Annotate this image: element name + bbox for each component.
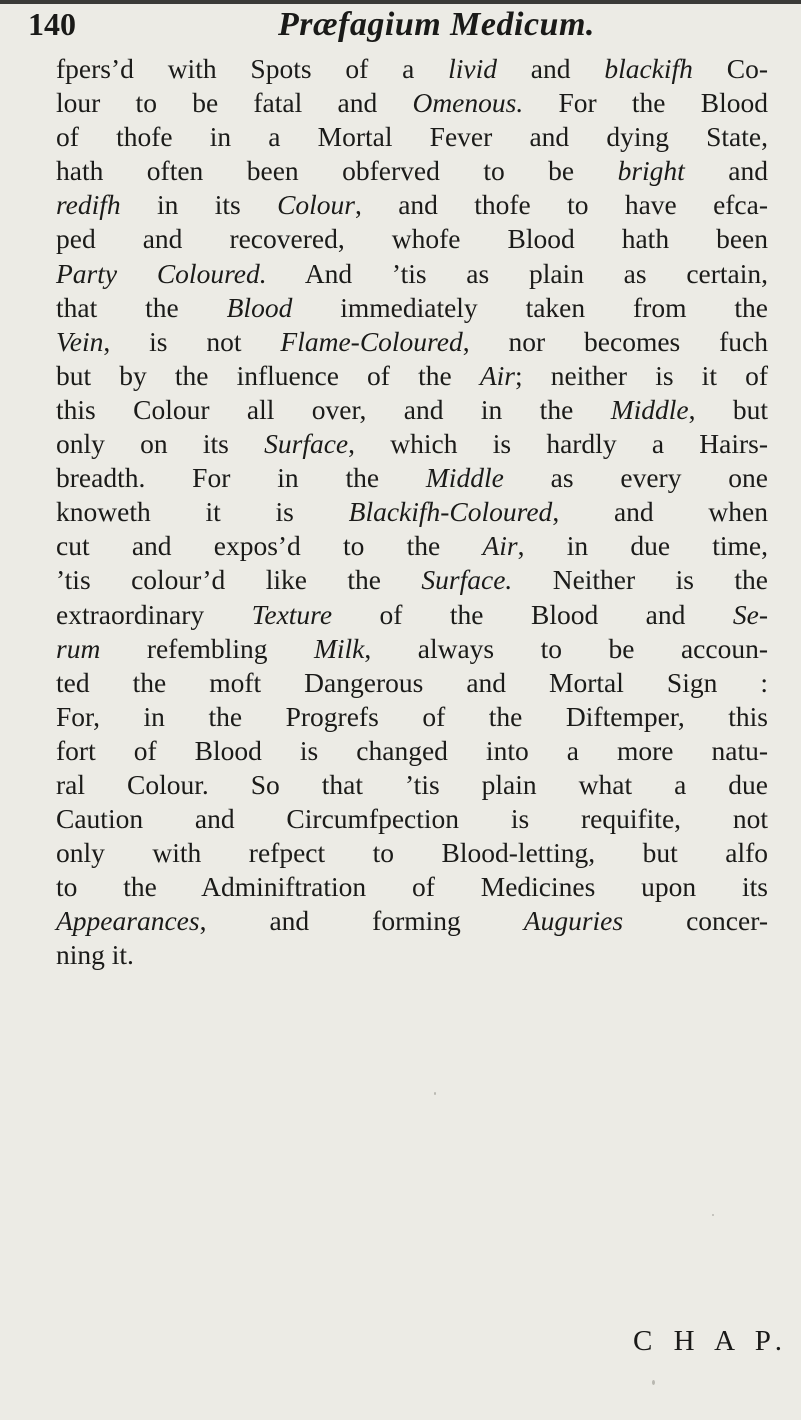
text-segment: this Colour all over, and in the [56,393,611,425]
italic-text-segment: Omenous. [412,87,524,119]
text-segment: and [684,155,768,187]
text-segment: ral Colour. So that ’tis plain what a due [56,768,768,800]
text-segment: Caution and Circumfpection is requifite, not [56,803,768,835]
text-line [56,359,768,393]
text-line [56,222,768,256]
text-segment: hath often been obferved to be [56,155,618,187]
text-segment: For, in the Progrefs of the Diftemper, this [56,700,768,732]
text-segment: immediately taken from the [292,291,768,323]
italic-text-segment: livid [448,53,497,84]
italic-text-segment: blackifh [604,53,693,84]
italic-text-segment: Blackifh-Coloured [348,496,553,528]
body-paragraph [56,52,768,973]
text-segment: , and forming [199,905,524,937]
italic-text-segment: Appearances [56,905,200,937]
text-line [56,666,768,700]
text-segment: , is not [103,325,281,357]
text-line [56,257,768,291]
italic-text-segment: Colour [277,189,355,221]
text-segment: For the Blood [523,87,768,119]
italic-text-segment: Air [479,359,515,391]
text-segment: , and thofe to have efca- [355,189,768,221]
running-title: Præfagium Medicum. [278,6,595,43]
text-segment: of the Blood and [332,598,733,630]
text-line [56,188,768,222]
text-segment: refembling [100,632,314,664]
text-segment: ; neither is it of [514,359,769,391]
text-line [56,870,768,904]
text-segment: , which is hardly a Hairs- [348,428,768,460]
italic-text-segment: Flame-Coloured [280,325,463,357]
text-line [56,393,768,427]
text-segment: cut and expos’d to the [56,530,483,562]
text-segment: Neither is the [512,564,768,596]
text-segment: only with refpect to Blood-letting, but alfo [56,837,768,869]
page-number: 140 [28,6,76,42]
text-segment: breadth. For in the [56,462,426,494]
text-segment: lour to be fatal and [56,87,413,119]
italic-text-segment: Auguries [523,905,624,937]
text-segment: knoweth it is [56,496,349,528]
italic-text-segment: rum [56,632,101,664]
italic-text-segment: Vein [56,325,104,357]
italic-text-segment: Blood [226,291,293,323]
text-segment: to the Adminiftration of Medicines upon its [56,871,768,903]
text-line [56,802,768,836]
text-segment: that the [56,291,227,323]
text-segment: ning it. [56,939,134,971]
italic-text-segment: Milk [313,632,365,664]
text-segment: fort of Blood is changed into a more natu- [56,734,768,766]
text-line [56,120,768,154]
text-segment: , and when [552,496,768,528]
page-top-edge [0,0,801,4]
text-segment: ’tis colour’d like the [56,564,422,596]
text-line [56,529,768,563]
text-line [56,836,768,870]
text-line [56,734,768,768]
italic-text-segment: Texture [251,598,333,630]
text-segment: ped and recovered, whofe Blood hath been [56,223,768,255]
text-segment: of thofe in a Mortal Fever and dying State, [56,121,768,153]
text-segment: , always to be accoun- [364,632,768,664]
text-line [56,632,768,666]
text-line [56,461,768,495]
text-segment: , in due time, [517,530,768,562]
italic-text-segment: bright [617,155,685,187]
text-line [56,904,768,938]
text-segment: concer- [623,905,768,937]
text-line [56,291,768,325]
text-segment: And ’tis as plain as certain, [266,257,769,289]
text-line [56,427,768,461]
page-header [28,6,768,50]
text-segment: , nor becomes fuch [462,325,768,357]
text-segment: in its [120,189,278,221]
paper-speck [712,1214,714,1216]
text-line [56,768,768,802]
text-segment: Co- [692,53,768,84]
text-line [56,52,768,86]
text-segment: as every one [503,462,768,494]
italic-text-segment: Party Coloured. [56,257,267,289]
italic-text-segment: Middle [610,393,689,425]
text-segment: only on its [56,428,265,460]
text-segment: extraordinary [56,598,252,630]
text-segment: and [496,53,605,84]
italic-text-segment: redifh [56,189,121,221]
text-segment: ted the moft Dangerous and Mortal Sign : [56,666,768,698]
text-segment: fpers’d with Spots of a [56,53,449,84]
text-line [56,938,768,972]
text-segment: but by the influence of the [56,359,480,391]
italic-text-segment: Air [482,530,518,562]
text-line [56,154,768,188]
text-line [56,495,768,529]
paper-speck [652,1380,655,1385]
text-line [56,598,768,632]
text-line [56,86,768,120]
italic-text-segment: Surface. [421,564,513,596]
text-line [56,325,768,359]
text-segment: , but [688,393,768,425]
italic-text-segment: Se- [732,598,768,630]
text-line [56,700,768,734]
catchword: C H A P. [633,1325,789,1357]
italic-text-segment: Middle [425,462,504,494]
text-line [56,563,768,597]
italic-text-segment: Surface [264,428,349,460]
paper-speck [434,1092,436,1095]
